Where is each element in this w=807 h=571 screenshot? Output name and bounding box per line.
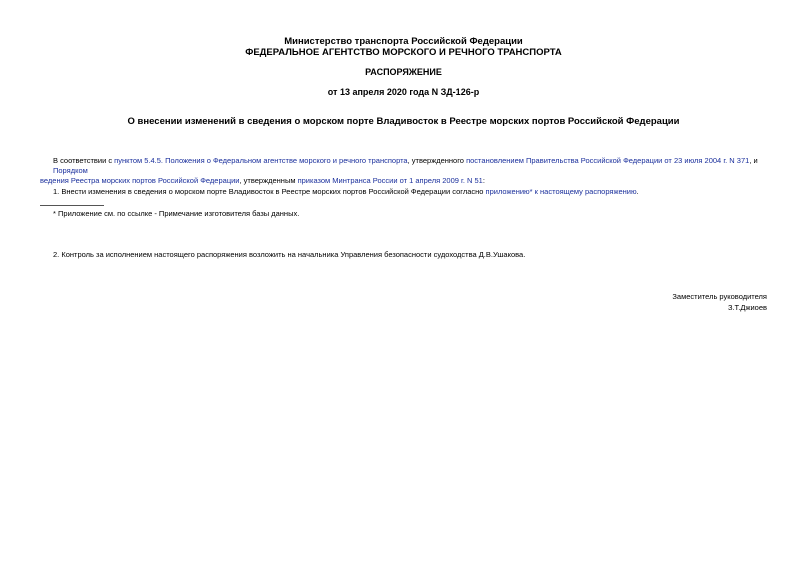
link-government-decree[interactable]: постановлением Правительства Российской Федерации от 23 июля 2004 г. N 371 bbox=[466, 156, 750, 165]
link-ministry-order[interactable]: приказом Минтранса России от 1 апреля 2009 г. N 51 bbox=[297, 176, 483, 185]
item-1 bbox=[53, 187, 775, 197]
footnote: * Приложение см. по ссылке - Примечание изготовителя базы данных. bbox=[53, 209, 300, 218]
document-type: РАСПОРЯЖЕНИЕ bbox=[365, 67, 442, 77]
preamble-paragraph bbox=[40, 156, 775, 186]
link-registry-procedure-cont[interactable]: ведения Реестра морских портов Российской Федерации bbox=[40, 176, 240, 185]
preamble-text: В соответствии с bbox=[53, 156, 115, 165]
preamble-continuation bbox=[40, 176, 775, 186]
link-regulation-clause[interactable]: пунктом 5.4.5. Положения о Федеральном агентстве морского и речного транспорта bbox=[114, 156, 408, 165]
link-registry-procedure[interactable]: Порядком bbox=[53, 166, 88, 175]
document-title: О внесении изменений в сведения о морском порте Владивосток в Реестре морских портов Российской Федерации bbox=[127, 116, 680, 127]
item-1-text: 1. Внести изменения в сведения о морском порте Владивосток в Реестре морских портов Российской Федерации согласно bbox=[53, 187, 486, 196]
preamble-text: : bbox=[482, 176, 485, 185]
preamble-text: , и bbox=[749, 156, 758, 165]
ministry-name: Министерство транспорта Российской Федерации bbox=[284, 36, 523, 47]
document-date-number: от 13 апреля 2020 года N ЗД-126-р bbox=[327, 87, 480, 97]
signature-position: Заместитель руководителя bbox=[672, 292, 767, 301]
agency-name: ФЕДЕРАЛЬНОЕ АГЕНТСТВО МОРСКОГО И РЕЧНОГО ТРАНСПОРТА bbox=[245, 47, 562, 58]
item-2: 2. Контроль за исполнением настоящего распоряжения возложить на начальника Управления безопасности судоходства Д.В.Ушакова. bbox=[53, 250, 526, 259]
preamble-text: , утвержденного bbox=[407, 156, 467, 165]
link-appendix[interactable]: приложению* к настоящему распоряжению bbox=[485, 187, 637, 196]
footnote-divider bbox=[40, 205, 104, 206]
item-1-end: . bbox=[636, 187, 639, 196]
preamble-text: , утвержденным bbox=[239, 176, 298, 185]
signature-name: З.Т.Джиоев bbox=[727, 303, 767, 312]
